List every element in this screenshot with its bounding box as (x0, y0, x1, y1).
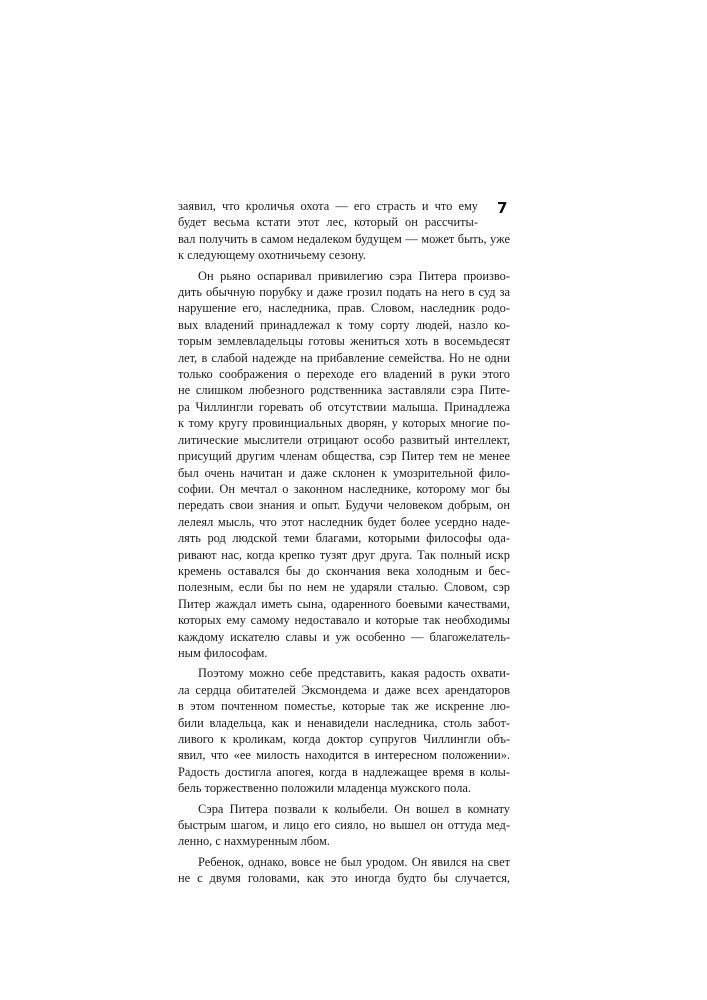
text-line: не слишком любезного родственника заставляли сэра Пите- (178, 383, 510, 398)
text-line: к тому кругу провинциальных дворян, у которых многие по- (178, 416, 510, 431)
text-line: Питер жаждал иметь сына, одаренного боевыми качествами, (178, 596, 510, 611)
text-line: били владельца, как и ненавидели наследника, столь забот- (178, 715, 510, 730)
page-number: 7 (497, 199, 508, 217)
text-line: которых ему самому недоставало и которые так необходимы (178, 613, 510, 628)
text-line: нарушение его, наследника, прав. Словом, наследник родо- (178, 301, 510, 316)
paragraph-4 (178, 801, 510, 850)
text-line: бель торжественно положили младенца мужского пола. (178, 781, 471, 796)
text-line: Поэтому можно себе представить, какая радость охвати- (198, 666, 510, 681)
text-line: софии. Он мечтал о законном наследнике, которому мог бы (178, 481, 510, 496)
text-line: присущий другим членам общества, сэр Питер тем не менее (178, 449, 510, 464)
text-line: лет, в слабой надежде на прибавление семейства. Но не одни (178, 350, 510, 365)
text-line: к следующему охотничьему сезону. (178, 248, 366, 263)
text-line: будет весьма кстати этот лес, который он рассчиты- (178, 215, 478, 230)
text-line: передать свои знания и опыт. Будучи человеком добрым, он (178, 498, 510, 513)
text-line: вал получить в самом недалеком будущем — может быть, уже (178, 231, 510, 246)
text-line: был очень начитан и даже склонен к умозрительной фило- (178, 465, 510, 480)
text-line: Радость достигла апогея, когда в надлежащее время в колы- (178, 764, 510, 779)
text-line: ривают нас, когда крепко тузят друг друга. Так полный искр (178, 547, 510, 562)
text-line: торым землевладельцы готовы жениться хоть в восемьдесят (178, 334, 510, 349)
text-line: быстрым шагом, и лицо его сияло, но вышел он оттуда мед- (178, 818, 510, 833)
text-line: не с двумя головами, как это иногда будто бы случается, (178, 871, 510, 886)
text-line: ным философам. (178, 645, 268, 660)
text-line: литические мыслители отрицают особо развитый интеллект, (178, 432, 510, 447)
text-line: дить обычную порубку и даже грозил подать на него в суд за (178, 285, 510, 300)
text-line: ра Чиллингли горевать об отсутствии малыша. Принадлежа (178, 399, 510, 414)
text-line: каждому искателю славы и уж особенно — благожелатель- (178, 629, 510, 644)
paragraph-1 (178, 198, 510, 264)
text-line: лелеял мысль, что этот наследник будет более усердно наде- (178, 514, 510, 529)
text-line: ла сердца обитателей Эксмондема и даже всех арендаторов (178, 682, 510, 697)
text-line: ленно, с нахмуренным лбом. (178, 834, 330, 849)
text-line: Он рьяно оспаривал привилегию сэра Питера произво- (198, 268, 510, 283)
paragraph-5 (178, 854, 510, 887)
text-line: кремень оставался бы до скончания века холодным и бес- (178, 563, 510, 578)
body-text (178, 198, 510, 891)
text-line: заявил, что кроличья охота — его страсть и что ему (178, 199, 478, 213)
paragraph-3 (178, 665, 510, 796)
text-line: вых владений принадлежал к тому сорту людей, назло ко- (178, 317, 510, 332)
text-line: в этом почтенном поместье, которые так же искренне лю- (178, 699, 510, 714)
text-line: лять род людской теми благами, которыми философы ода- (178, 531, 510, 546)
text-line: полезным, если бы по нем не ударяли сталью. Словом, сэр (178, 580, 510, 595)
text-line: Сэра Питера позвали к колыбели. Он вошел в комнату (198, 801, 510, 816)
paragraph-2 (178, 268, 510, 662)
text-line: Ребенок, однако, вовсе не был уродом. Он явился на свет (198, 854, 510, 869)
text-line: явил, что «ее милость находится в интересном положении». (178, 748, 510, 763)
text-line: ливого к кроликам, когда доктор супругов Чиллингли объ- (178, 732, 510, 746)
text-line: только соображения о переходе его владений в руки этого (178, 367, 510, 382)
